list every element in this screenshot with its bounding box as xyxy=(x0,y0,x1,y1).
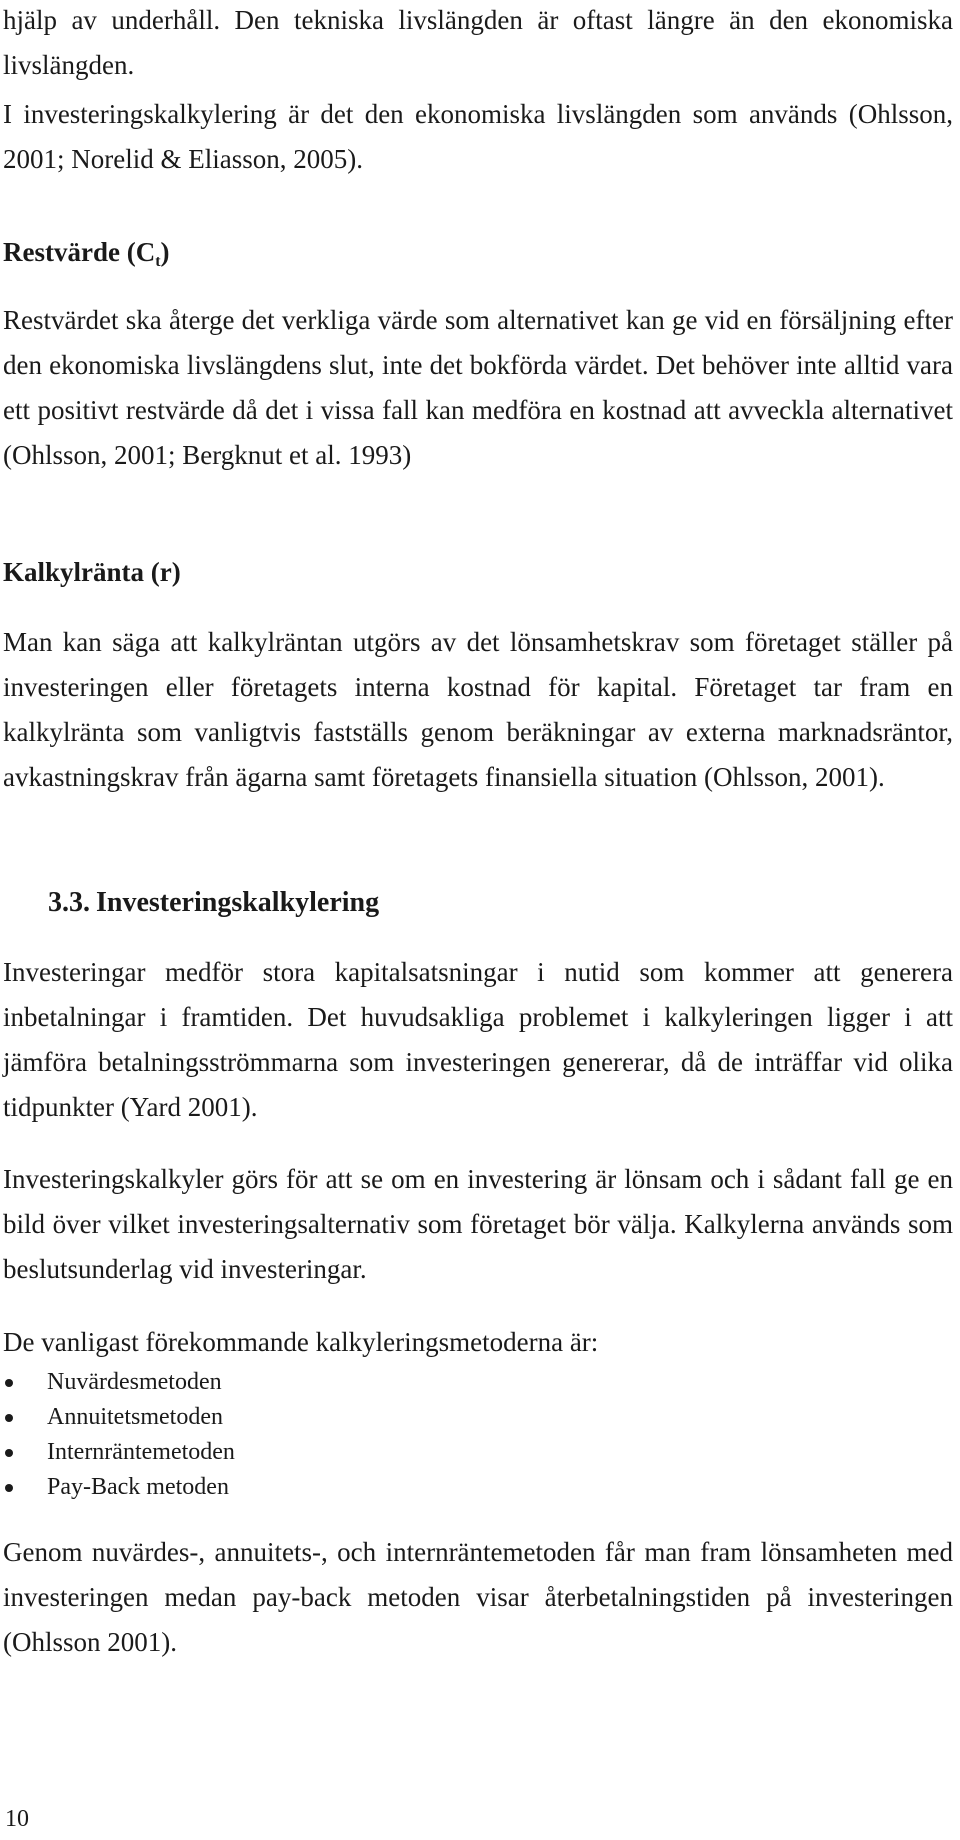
list-item-label: Internräntemetoden xyxy=(47,1439,235,1465)
list-item xyxy=(3,1400,235,1435)
list-item xyxy=(3,1365,235,1400)
paragraph-investeringar: Investeringar medför stora kapitalsatsningar i nutid som kommer att generera inbetalningar i framtiden. Det huvudsakliga problemet i kalkyleringen ligger i att jämföra betalningsströmmarna som investeringen genererar, då de inträffar vid olika tidpunkter (Yard 2001). xyxy=(3,957,953,1122)
paragraph-investeringskalkyler: Investeringskalkyler görs för att se om en investering är lönsam och i sådant fall ge en bild över vilket investeringsalternativ som företaget bör välja. Kalkylerna används som beslutsunderlag vid investeringar. xyxy=(3,1164,953,1284)
paragraph-slutsats: Genom nuvärdes-, annuitets-, och internräntemetoden får man fram lönsamheten med investeringen medan pay-back metoden visar återbetalningstiden på investeringen (Ohlsson 2001). xyxy=(3,1537,953,1657)
bullet-icon xyxy=(5,1414,13,1422)
list-item xyxy=(3,1435,235,1470)
paragraph-restvarde: Restvärdet ska återge det verkliga värde som alternativet kan ge vid en försäljning efter den ekonomiska livslängdens slut, inte det bokförda värdet. Det behöver inte alltid vara ett positivt restvärde då det i vissa fall kan medföra en kostnad att avveckla alternativet (Ohlsson, 2001; Bergknut et al. 1993) xyxy=(3,305,953,470)
section-title: Investeringskalkylering xyxy=(96,887,380,918)
paragraph-livslangd-intro: hjälp av underhåll. Den tekniska livslängden är oftast längre än den ekonomiska livslängden. xyxy=(3,5,953,80)
heading-restvarde xyxy=(3,230,170,284)
bullet-icon xyxy=(5,1379,13,1387)
list-item-label: Pay-Back metoden xyxy=(47,1474,229,1500)
heading-restvarde-close: ) xyxy=(160,237,170,267)
paragraph-kalkylranta: Man kan säga att kalkylräntan utgörs av det lönsamhetskrav som företaget ställer på investeringen eller företagets interna kostnad för kapital. Företaget tar fram en kalkylränta som vanligtvis fastställs genom beräkningar av externa marknadsräntor, avkastningskrav från ägarna samt företagets finansiella situation (Ohlsson, 2001). xyxy=(3,627,953,792)
list-item xyxy=(3,1470,235,1505)
list-item-label: Nuvärdesmetoden xyxy=(47,1369,222,1395)
bullet-icon xyxy=(5,1484,13,1492)
heading-restvarde-text: Restvärde (C xyxy=(3,237,156,267)
section-number: 3.3. xyxy=(48,887,90,918)
heading-restvarde-subscript: t xyxy=(155,253,161,270)
section-heading-investeringskalkylering xyxy=(48,880,379,925)
heading-kalkylranta: Kalkylränta (r) xyxy=(3,557,181,587)
methods-list xyxy=(3,1365,235,1505)
paragraph-metoder-intro: De vanligast förekommande kalkyleringsmetoderna är: xyxy=(3,1327,599,1357)
page-number: 10 xyxy=(5,1806,29,1832)
bullet-icon xyxy=(5,1449,13,1457)
paragraph-investeringskalkylering-livslangd: I investeringskalkylering är det den ekonomiska livslängden som används (Ohlsson, 2001; Norelid & Eliasson, 2005). xyxy=(3,99,953,174)
list-item-label: Annuitetsmetoden xyxy=(47,1404,223,1430)
